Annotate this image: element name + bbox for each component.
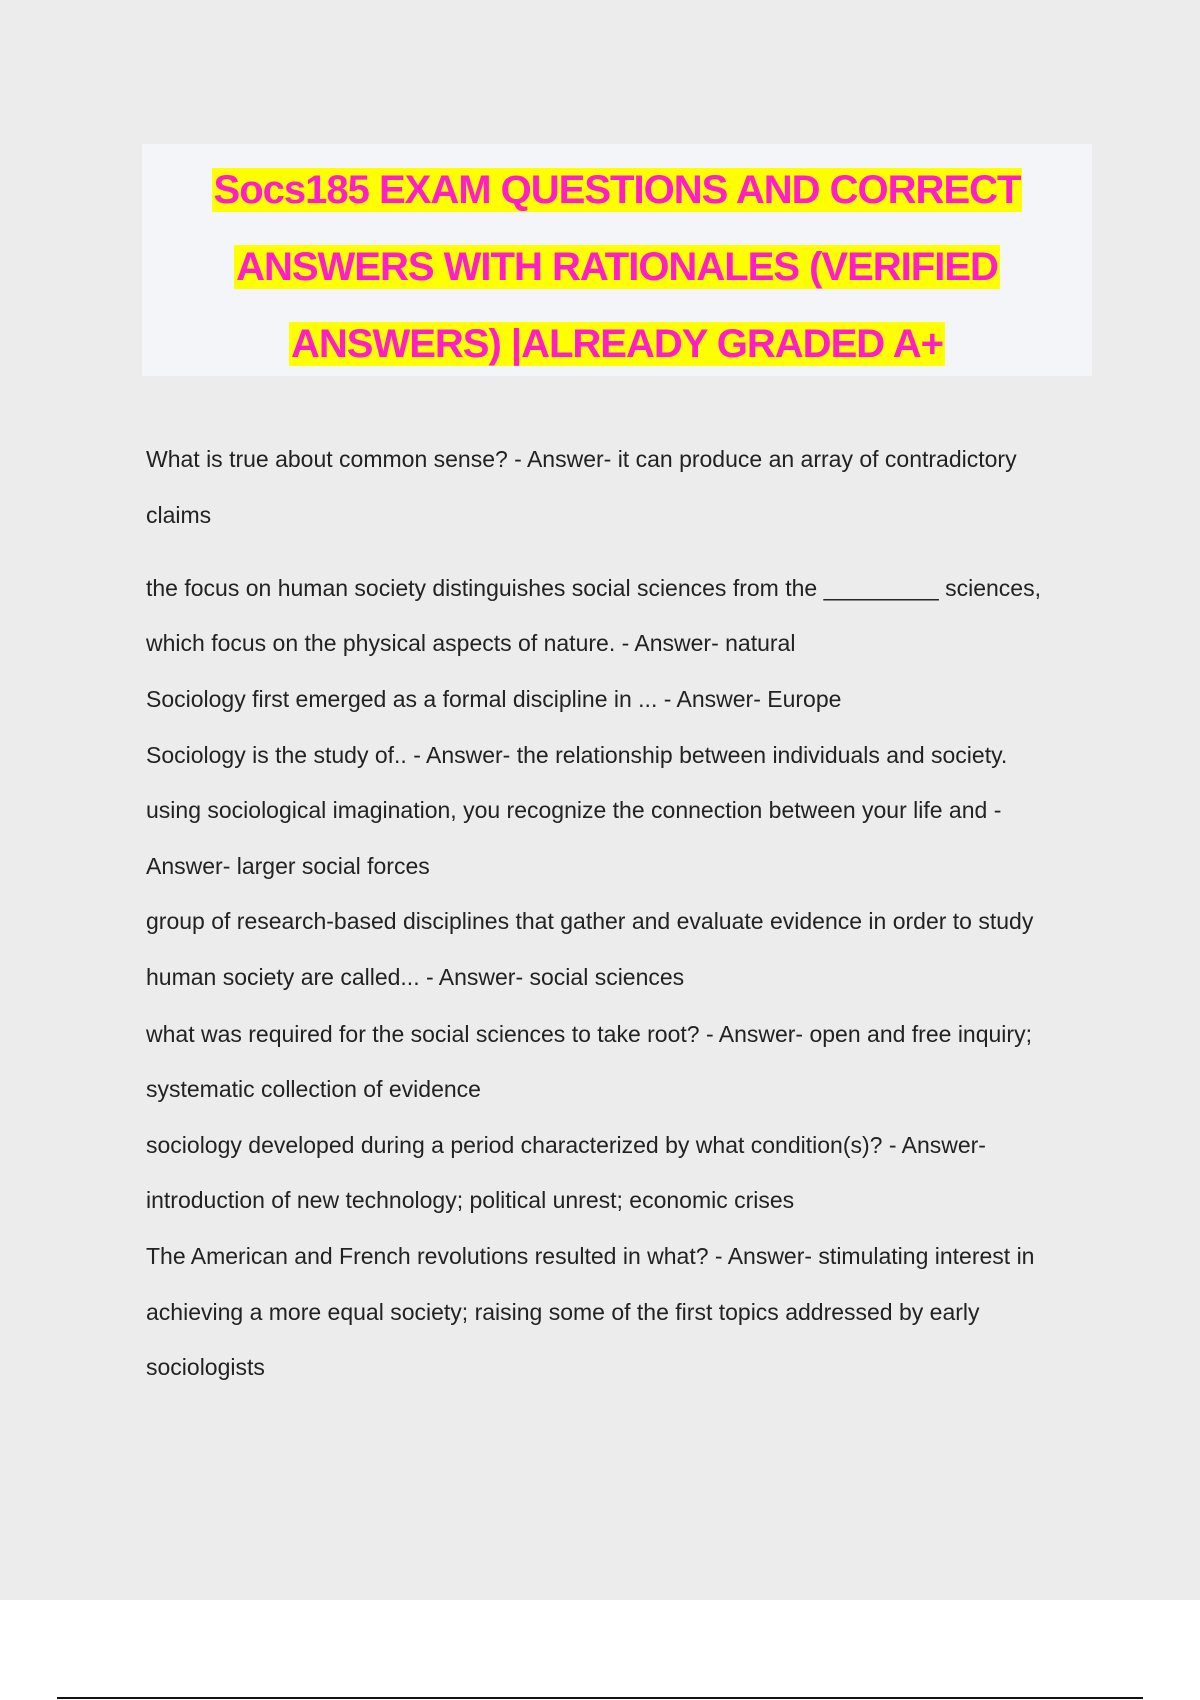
body-line: sociologists xyxy=(146,1354,265,1380)
body-line: Sociology first emerged as a formal discipline in ... - Answer- Europe xyxy=(146,686,842,712)
title-text-2: ANSWERS WITH RATIONALES (VERIFIED xyxy=(236,245,998,289)
title-line-1 xyxy=(142,165,1092,215)
body-line: Sociology is the study of.. - Answer- the relationship between individuals and society. xyxy=(146,742,1008,768)
body-line: systematic collection of evidence xyxy=(146,1076,481,1102)
title-text-3: ANSWERS) |ALREADY GRADED A+ xyxy=(290,322,944,366)
document-title xyxy=(142,144,1092,376)
body-line: the focus on human society distinguishes social sciences from the _________ sciences, xyxy=(146,575,1041,601)
body-line: achieving a more equal society; raising some of the first topics addressed by early xyxy=(146,1299,980,1325)
body-line: which focus on the physical aspects of nature. - Answer- natural xyxy=(146,630,796,656)
body-line: group of research-based disciplines that gather and evaluate evidence in order to study xyxy=(146,908,1034,934)
body-line: The American and French revolutions resulted in what? - Answer- stimulating interest in xyxy=(146,1243,1035,1269)
title-line-2 xyxy=(142,242,1092,292)
body-line: Answer- larger social forces xyxy=(146,853,430,879)
footer-divider xyxy=(57,1697,1143,1699)
body-line: introduction of new technology; political unrest; economic crises xyxy=(146,1187,795,1213)
body-line: what was required for the social sciences to take root? - Answer- open and free inquiry; xyxy=(146,1021,1032,1047)
body-line: human society are called... - Answer- social sciences xyxy=(146,964,685,990)
body-line: claims xyxy=(146,502,212,528)
body-line: What is true about common sense? - Answer- it can produce an array of contradictory xyxy=(146,446,1017,472)
body-line: sociology developed during a period characterized by what condition(s)? - Answer- xyxy=(146,1132,986,1158)
body-line: using sociological imagination, you recognize the connection between your life and - xyxy=(146,797,1002,823)
title-text-1: Socs185 EXAM QUESTIONS AND CORRECT xyxy=(213,168,1021,212)
title-line-3 xyxy=(142,319,1092,369)
